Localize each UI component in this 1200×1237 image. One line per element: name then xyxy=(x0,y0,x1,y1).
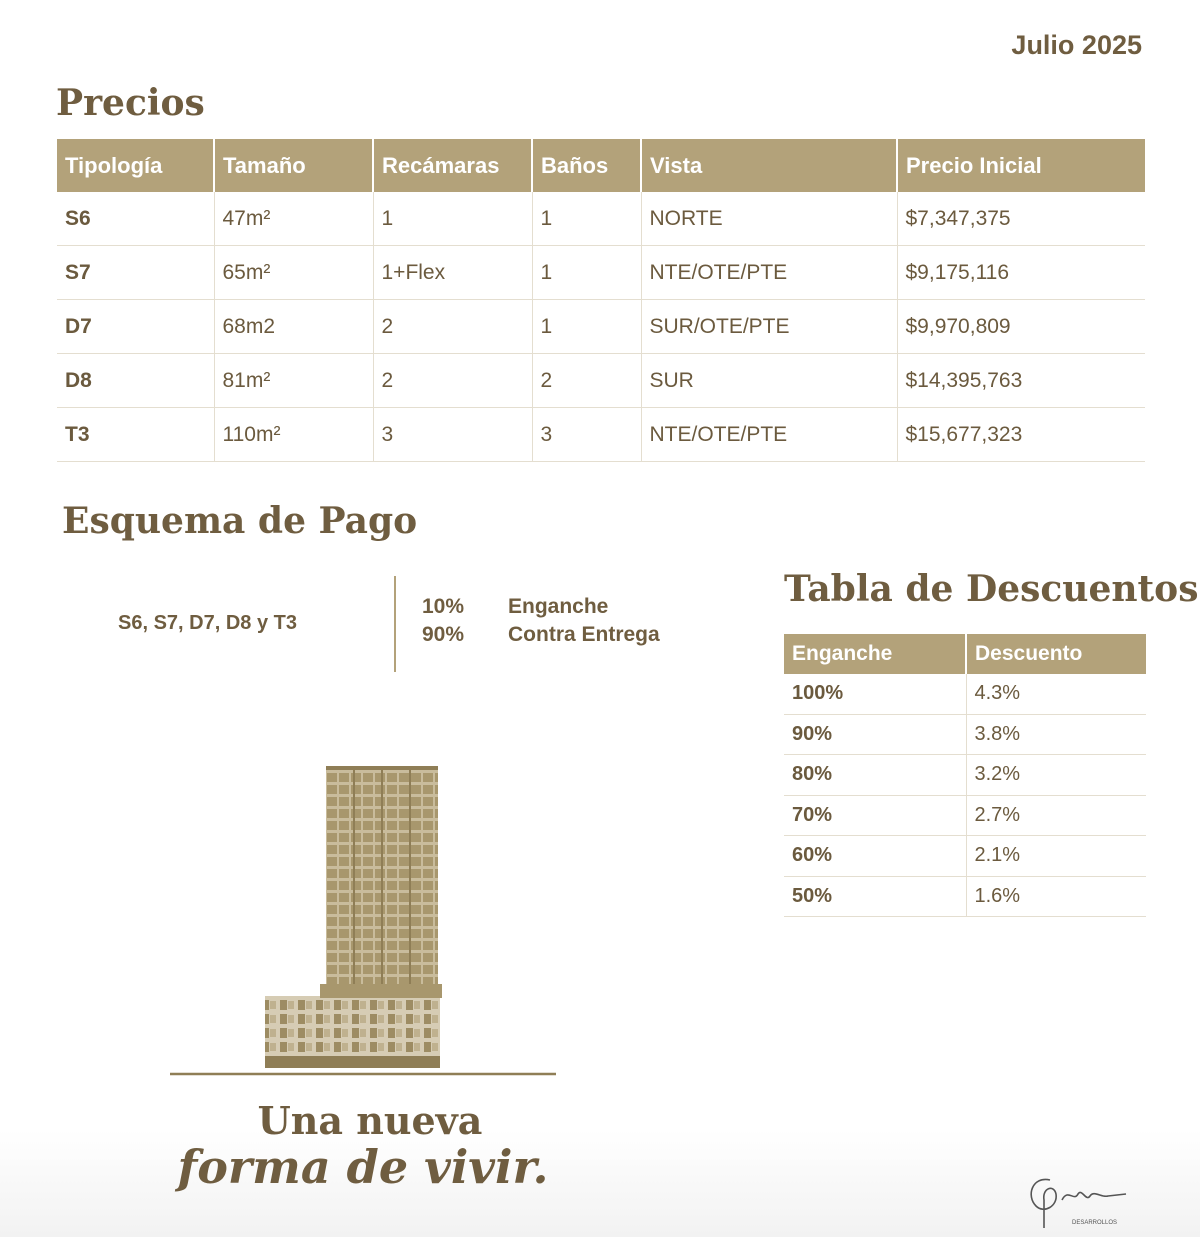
cell-recamaras: 2 xyxy=(373,354,532,408)
cell-descuento: 3.2% xyxy=(966,755,1146,796)
cell-tipologia: S7 xyxy=(57,246,214,300)
cell-precio: $15,677,323 xyxy=(897,408,1145,462)
table-row xyxy=(57,300,1145,354)
table-row xyxy=(57,246,1145,300)
slogan-line-2: forma de vivir. xyxy=(177,1140,549,1194)
descuentos-header-row xyxy=(784,634,1146,674)
payment-label: Contra Entrega xyxy=(508,623,660,646)
cell-tamano: 47m² xyxy=(214,192,373,246)
cell-descuento: 3.8% xyxy=(966,714,1146,755)
cell-recamaras: 2 xyxy=(373,300,532,354)
col-banos: Baños xyxy=(532,139,641,192)
payment-pct: 10% xyxy=(422,595,465,618)
cell-banos: 3 xyxy=(532,408,641,462)
cell-vista: NTE/OTE/PTE xyxy=(641,408,897,462)
cell-tamano: 110m² xyxy=(214,408,373,462)
cell-enganche: 50% xyxy=(784,876,966,917)
cell-enganche: 60% xyxy=(784,836,966,877)
cell-descuento: 4.3% xyxy=(966,674,1146,714)
payment-models: S6, S7, D7, D8 y T3 xyxy=(118,612,297,634)
building-illustration xyxy=(170,760,560,1080)
cell-banos: 2 xyxy=(532,354,641,408)
cell-recamaras: 1+Flex xyxy=(373,246,532,300)
cell-descuento: 2.7% xyxy=(966,795,1146,836)
payment-line xyxy=(422,621,660,649)
cell-banos: 1 xyxy=(532,192,641,246)
precios-table xyxy=(57,139,1145,462)
payment-divider xyxy=(394,576,396,672)
cell-vista: SUR/OTE/PTE xyxy=(641,300,897,354)
cell-tamano: 81m² xyxy=(214,354,373,408)
table-row xyxy=(784,674,1146,714)
precios-heading: Precios xyxy=(56,82,205,124)
cell-tipologia: D7 xyxy=(57,300,214,354)
table-row xyxy=(784,714,1146,755)
cell-precio: $9,175,116 xyxy=(897,246,1145,300)
cell-vista: NORTE xyxy=(641,192,897,246)
cell-vista: NTE/OTE/PTE xyxy=(641,246,897,300)
cell-tamano: 68m2 xyxy=(214,300,373,354)
esquema-heading: Esquema de Pago xyxy=(62,500,418,542)
cell-tipologia: T3 xyxy=(57,408,214,462)
cell-tipologia: D8 xyxy=(57,354,214,408)
cell-recamaras: 1 xyxy=(373,192,532,246)
precios-header-row xyxy=(57,139,1145,192)
payment-lines xyxy=(422,593,660,649)
cell-enganche: 100% xyxy=(784,674,966,714)
cell-precio: $7,347,375 xyxy=(897,192,1145,246)
table-row xyxy=(57,354,1145,408)
payment-pct: 90% xyxy=(422,623,465,646)
brand-logo xyxy=(1022,1166,1142,1232)
table-row xyxy=(57,192,1145,246)
table-row xyxy=(784,755,1146,796)
cell-tamano: 65m² xyxy=(214,246,373,300)
col-precio-inicial: Precio Inicial xyxy=(897,139,1145,192)
col-tipologia: Tipología xyxy=(57,139,214,192)
cell-tipologia: S6 xyxy=(57,192,214,246)
cell-banos: 1 xyxy=(532,300,641,354)
col-enganche: Enganche xyxy=(784,634,966,674)
col-recamaras: Recámaras xyxy=(373,139,532,192)
col-vista: Vista xyxy=(641,139,897,192)
table-row xyxy=(784,795,1146,836)
slogan-line-1: Una nueva xyxy=(257,1098,483,1143)
cell-vista: SUR xyxy=(641,354,897,408)
table-row xyxy=(57,408,1145,462)
table-row xyxy=(784,836,1146,877)
cell-descuento: 1.6% xyxy=(966,876,1146,917)
payment-label: Enganche xyxy=(508,595,609,618)
cell-precio: $9,970,809 xyxy=(897,300,1145,354)
cell-enganche: 70% xyxy=(784,795,966,836)
cell-precio: $14,395,763 xyxy=(897,354,1145,408)
descuentos-table xyxy=(784,634,1146,917)
descuentos-heading: Tabla de Descuentos xyxy=(784,568,1199,610)
cell-enganche: 80% xyxy=(784,755,966,796)
cell-enganche: 90% xyxy=(784,714,966,755)
payment-line xyxy=(422,593,660,621)
col-tamano: Tamaño xyxy=(214,139,373,192)
cell-descuento: 2.1% xyxy=(966,836,1146,877)
cell-banos: 1 xyxy=(532,246,641,300)
table-row xyxy=(784,876,1146,917)
cell-recamaras: 3 xyxy=(373,408,532,462)
document-date: Julio 2025 xyxy=(1011,30,1142,60)
logo-caption: DESARROLLOS xyxy=(1072,1220,1118,1226)
col-descuento: Descuento xyxy=(966,634,1146,674)
